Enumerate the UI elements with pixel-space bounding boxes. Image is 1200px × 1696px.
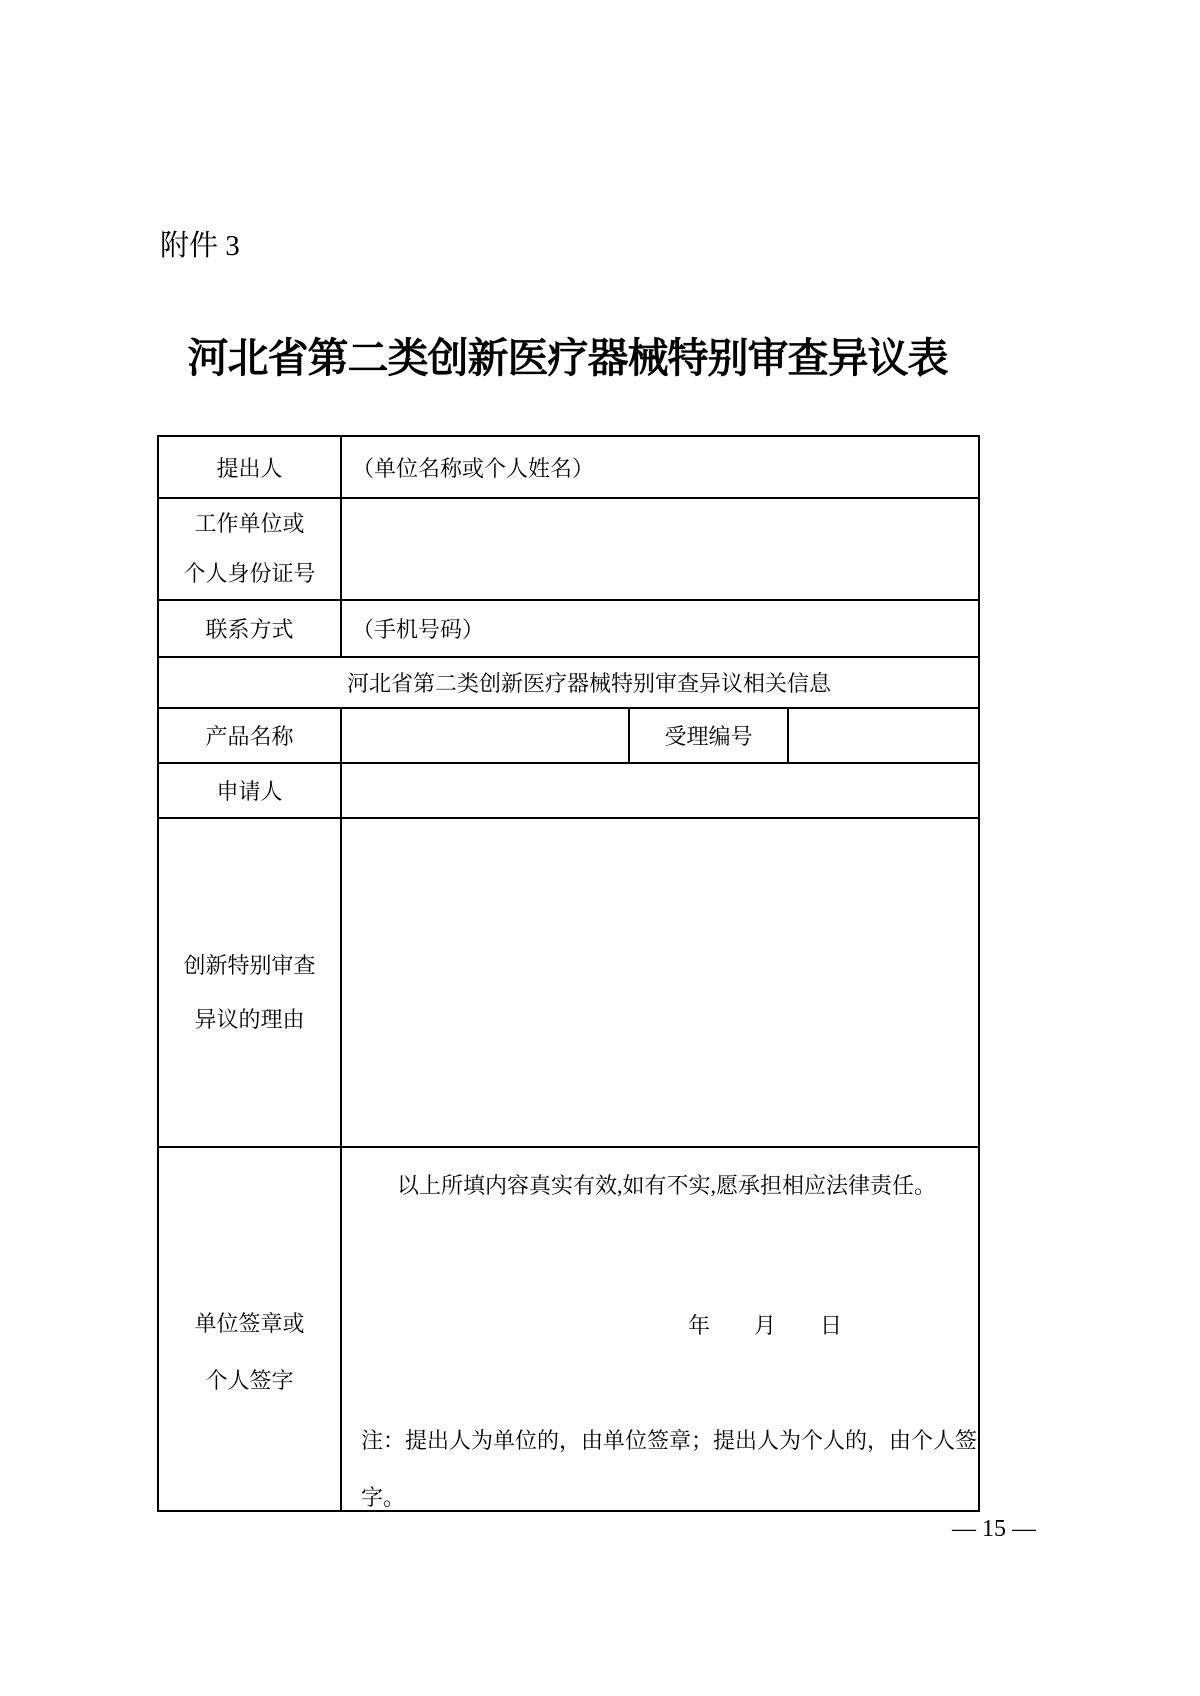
objection-reason-label-line1: 创新特别审查 [183, 953, 316, 978]
signature-content [341, 1147, 979, 1511]
acceptance-number-value [788, 708, 979, 763]
applicant-label: 申请人 [158, 763, 341, 818]
objection-reason-value [341, 818, 979, 1147]
applicant-value [341, 763, 979, 818]
proposer-value: （单位名称或个人姓名） [341, 436, 979, 498]
signature-label-line1: 单位签章或 [194, 1311, 305, 1336]
table-row [158, 1147, 979, 1511]
date-line: 年 月 日 [688, 1313, 843, 1338]
product-name-value [341, 708, 629, 763]
table-row [158, 600, 979, 657]
page-number: — 15 — [952, 1516, 1036, 1542]
work-unit-label [158, 498, 341, 600]
signature-note-line2: 字。 [361, 1485, 406, 1510]
table-row [158, 708, 979, 763]
product-name-label: 产品名称 [158, 708, 341, 763]
document-title: 河北省第二类创新医疗器械特别审查异议表 [187, 335, 948, 381]
work-unit-value [341, 498, 979, 600]
table-row [158, 763, 979, 818]
contact-label: 联系方式 [158, 600, 341, 657]
signature-label-line2: 个人签字 [205, 1368, 294, 1393]
truth-statement: 以上所填内容真实有效,如有不实,愿承担相应法律责任。 [397, 1173, 937, 1198]
acceptance-number-label: 受理编号 [629, 708, 788, 763]
table-row [158, 657, 979, 708]
section-header: 河北省第二类创新医疗器械特别审查异议相关信息 [158, 657, 979, 708]
objection-reason-label [158, 818, 341, 1147]
proposer-label: 提出人 [158, 436, 341, 498]
work-unit-label-line1: 工作单位或 [194, 511, 305, 536]
attachment-label: 附件 3 [160, 230, 240, 262]
work-unit-label-line2: 个人身份证号 [183, 561, 316, 586]
table-row [158, 818, 979, 1147]
table-row [158, 498, 979, 600]
table-row [158, 436, 979, 498]
objection-form-table [157, 435, 980, 1512]
signature-label [158, 1147, 341, 1511]
signature-note-line1: 注：提出人为单位的，由单位签章；提出人为个人的，由个人签 [361, 1428, 978, 1453]
objection-reason-label-line2: 异议的理由 [194, 1007, 305, 1032]
contact-value: （手机号码） [341, 600, 979, 657]
